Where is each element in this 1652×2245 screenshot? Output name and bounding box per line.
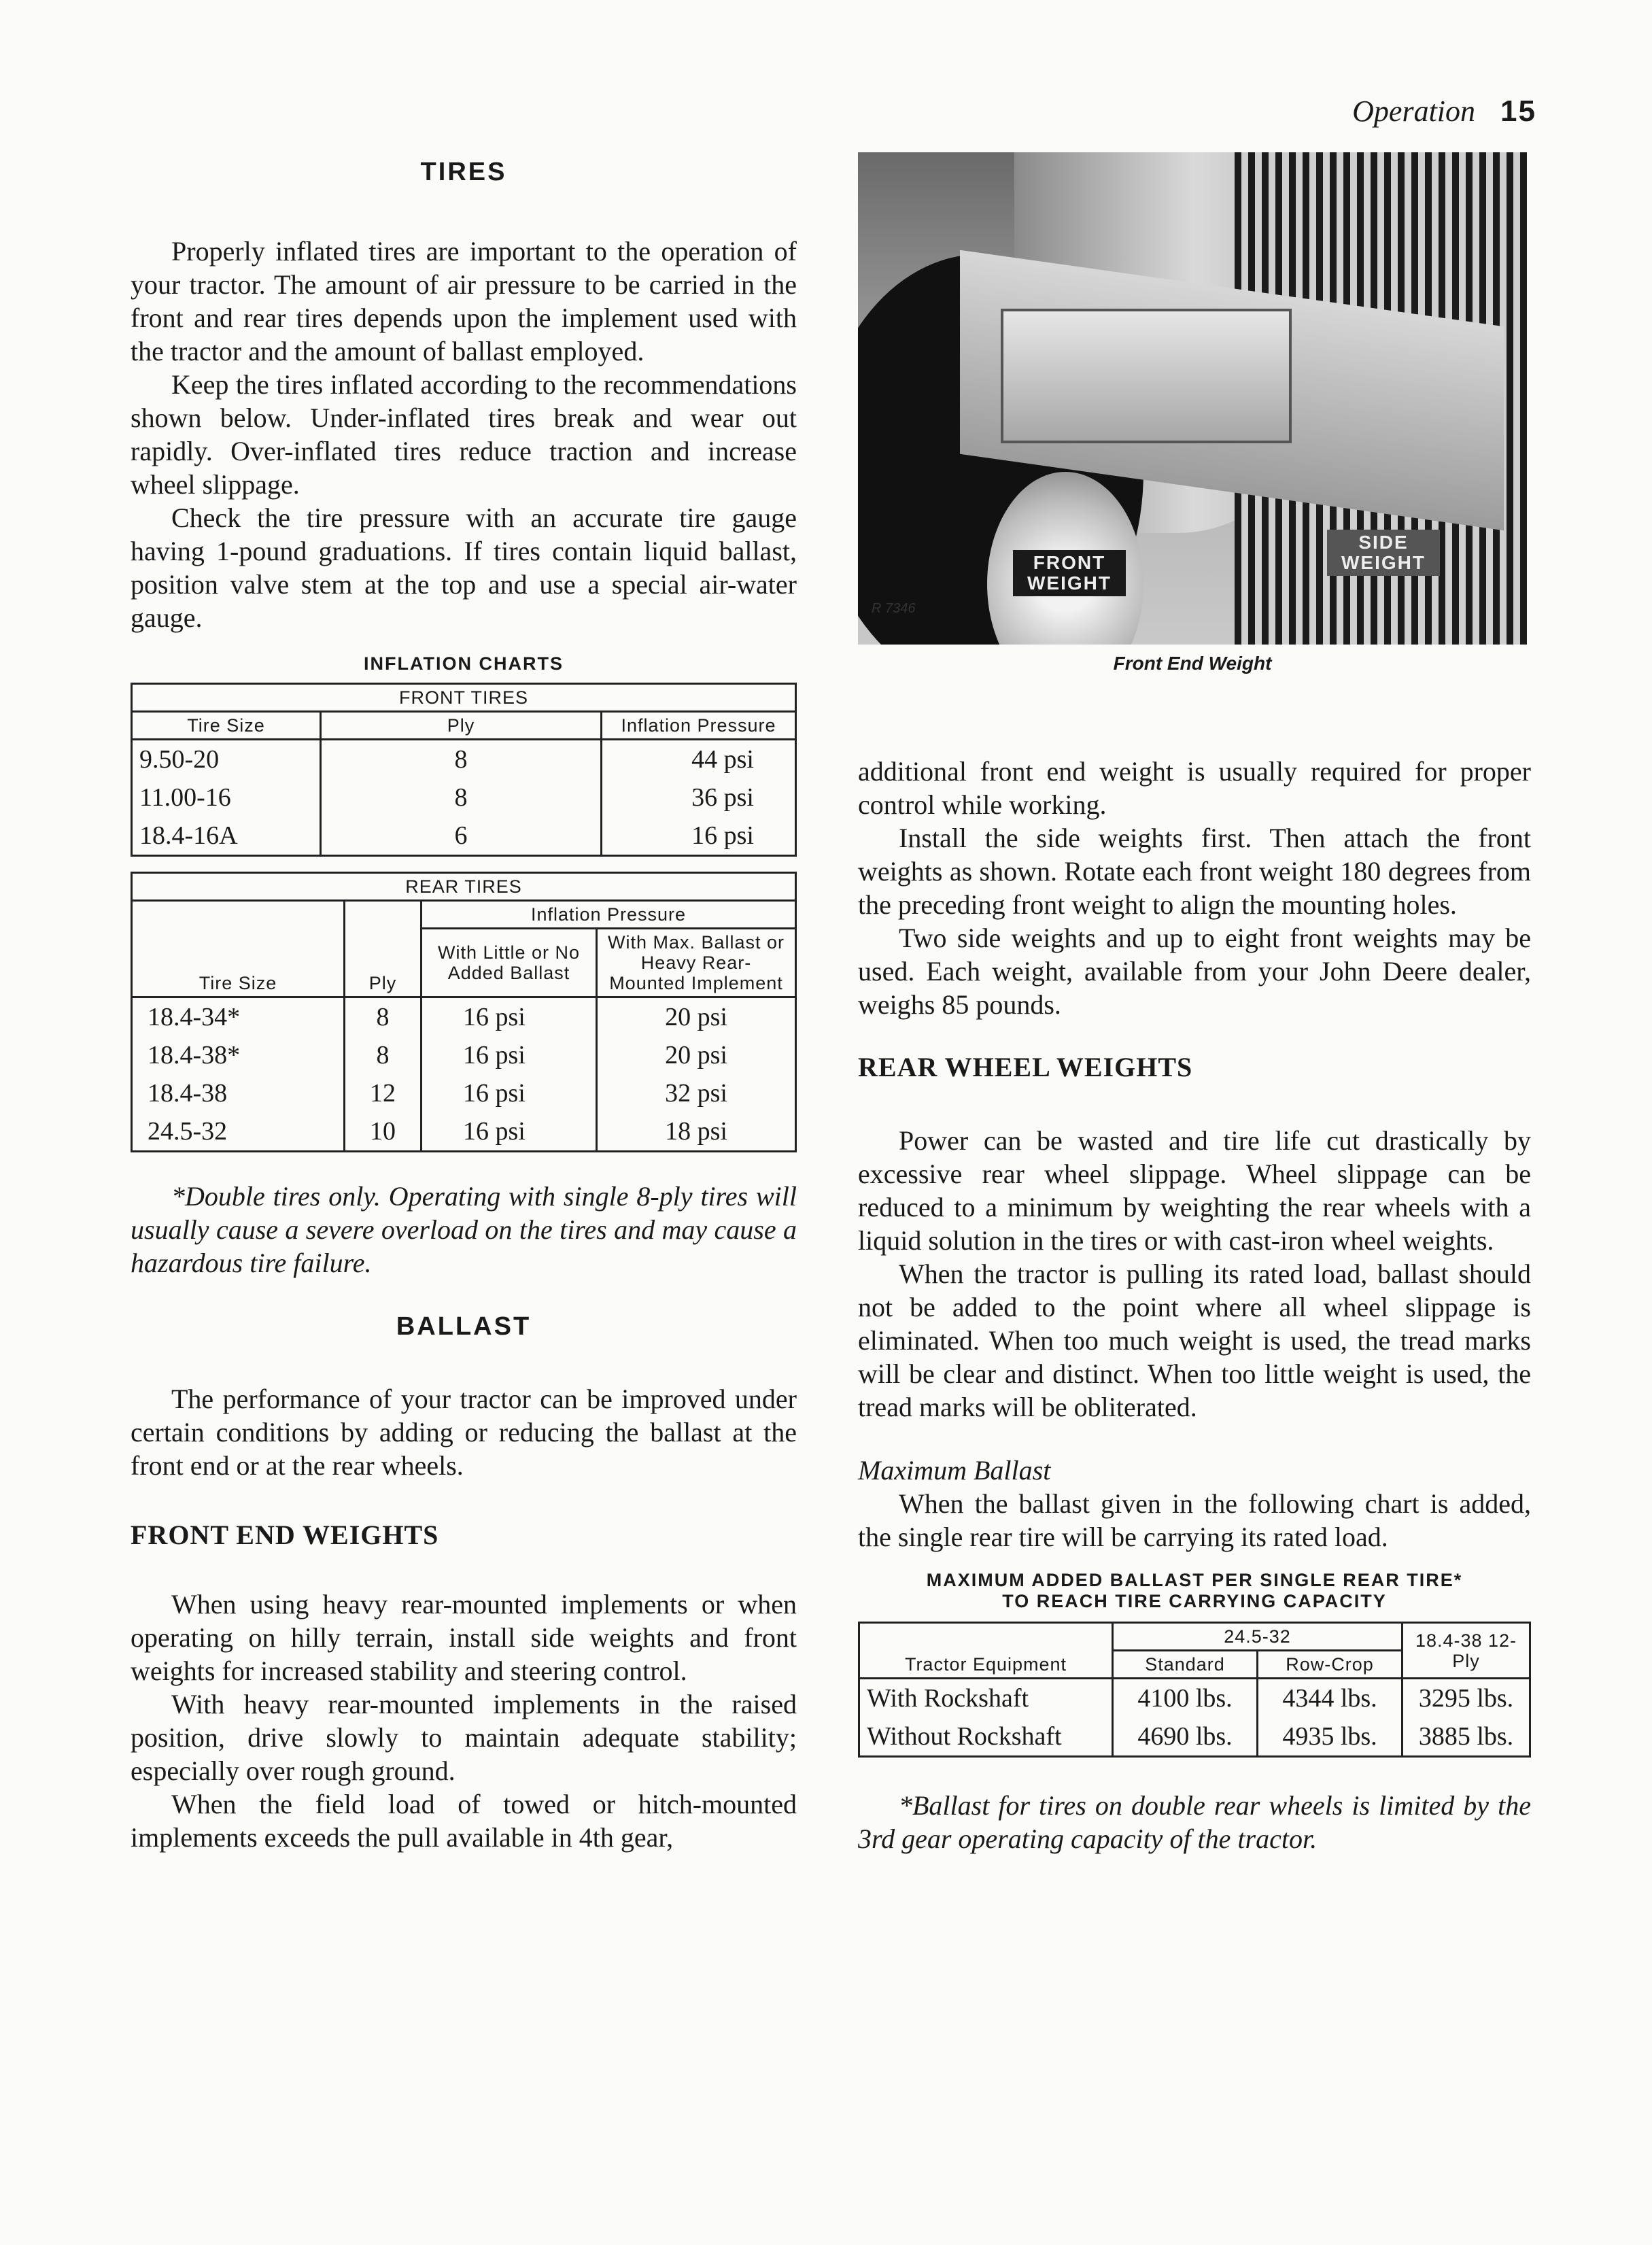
table-row [132, 740, 796, 779]
rear-size-cell: 18.4-38 [132, 1074, 345, 1112]
photo-code: R 7346 [872, 601, 916, 616]
ballast-footnote: *Ballast for tires on double rear wheels is limited by the 3rd gear operating capacity of the tractor. [858, 1790, 1531, 1854]
rear-wheel-weights-heading: REAR WHEEL WEIGHTS [858, 1052, 1193, 1082]
front-pressure-cell: 36 psi [602, 778, 796, 817]
section-title: Operation [1352, 95, 1476, 128]
page-number: 15 [1500, 95, 1536, 128]
rear-ply-cell: 12 [345, 1074, 421, 1112]
ballast-standard-cell: 4100 lbs. [1113, 1679, 1258, 1718]
front-weights-paragraph-1: When using heavy rear-mounted implements or when operating on hilly terrain, install side weights and front weights for increased stability and steering control. [131, 1589, 797, 1686]
ballast-col-equipment: Tractor Equipment [859, 1623, 1113, 1679]
inflation-charts-caption: INFLATION CHARTS [364, 653, 564, 674]
front-ply-cell: 8 [321, 740, 602, 779]
rear-tires-table [131, 872, 797, 1152]
front-ply-cell: 6 [321, 817, 602, 856]
rear-col-little: With Little or No Added Ballast [421, 929, 597, 997]
ballast-equipment-cell: Without Rockshaft [859, 1717, 1113, 1757]
rear-max-cell: 20 psi [597, 1036, 796, 1074]
rear-weights-paragraph-1: Power can be wasted and tire life cut drastically by excessive rear wheel slippage. Wheel slippage can be reduced to a minimum by weighting the rear wheels with a liquid solution in the tires or with cast-iron wheel weights. [858, 1125, 1531, 1256]
front-col-ply: Ply [321, 712, 602, 740]
right-column [858, 755, 1531, 1855]
rear-little-cell: 16 psi [421, 997, 597, 1037]
table-row [132, 1074, 796, 1112]
front-ply-cell: 8 [321, 778, 602, 817]
maximum-ballast-paragraph: When the ballast given in the following chart is added, the single rear tire will be carrying its rated load. [858, 1488, 1531, 1552]
ballast-equipment-cell: With Rockshaft [859, 1679, 1113, 1718]
table-row [132, 817, 796, 856]
rear-little-cell: 16 psi [421, 1112, 597, 1152]
ballast-heading: BALLAST [396, 1312, 532, 1341]
ballast-col-group: 24.5-32 [1113, 1623, 1403, 1651]
ballast-rowcrop-cell: 4344 lbs. [1258, 1679, 1403, 1718]
rear-weights-paragraph-2: When the tractor is pulling its rated load, ballast should not be added to the point where all wheel slippage is eliminated. When too much weight is used, the tread marks will be clear and distinct. When too little weight is used, the tread marks will be obliterated. [858, 1258, 1531, 1422]
ballast-other-cell: 3885 lbs. [1403, 1717, 1530, 1757]
rear-col-ply: Ply [345, 901, 421, 997]
max-ballast-table [858, 1622, 1531, 1758]
weight-block-shape [1001, 309, 1292, 443]
front-weight-label: FRONT WEIGHT [1013, 550, 1126, 596]
front-end-weights-heading: FRONT END WEIGHTS [131, 1520, 439, 1550]
rear-col-max: With Max. Ballast or Heavy Rear-Mounted Implement [597, 929, 796, 997]
front-size-cell: 18.4-16A [132, 817, 321, 856]
front-pressure-cell: 16 psi [602, 817, 796, 856]
front-end-weight-photo [858, 152, 1527, 645]
front-col-size: Tire Size [132, 712, 321, 740]
front-tires-table [131, 683, 797, 857]
front-weights-paragraph-2: With heavy rear-mounted implements in the raised position, drive slowly to maintain adequate stability; especially over rough ground. [131, 1689, 797, 1786]
front-size-cell: 11.00-16 [132, 778, 321, 817]
page-header [1278, 94, 1536, 128]
table-row [859, 1679, 1530, 1718]
rear-size-cell: 18.4-38* [132, 1036, 345, 1074]
table-row [859, 1717, 1530, 1757]
table-row [132, 1112, 796, 1152]
photo-caption: Front End Weight [1113, 653, 1272, 674]
rear-size-cell: 24.5-32 [132, 1112, 345, 1152]
front-size-cell: 9.50-20 [132, 740, 321, 779]
ballast-col-standard: Standard [1113, 1651, 1258, 1679]
front-col-pressure: Inflation Pressure [602, 712, 796, 740]
rear-ply-cell: 8 [345, 1036, 421, 1074]
ballast-other-cell: 3295 lbs. [1403, 1679, 1530, 1718]
ballast-paragraph: The performance of your tractor can be improved under certain conditions by adding or reducing the ballast at the front end or at the rear wheels. [131, 1384, 797, 1481]
ballast-table-caption-1: MAXIMUM ADDED BALLAST PER SINGLE REAR TIRE* [926, 1570, 1463, 1590]
side-weight-label: SIDE WEIGHT [1327, 530, 1440, 576]
rear-ply-cell: 8 [345, 997, 421, 1037]
rear-max-cell: 20 psi [597, 997, 796, 1037]
ballast-standard-cell: 4690 lbs. [1113, 1717, 1258, 1757]
table-row [132, 997, 796, 1037]
tires-paragraph-2: Keep the tires inflated according to the recommendations shown below. Under-inflated tires break and wear out rapidly. Over-inflated tires reduce traction and increase wheel slippage. [131, 369, 797, 500]
rear-ply-cell: 10 [345, 1112, 421, 1152]
tires-paragraph-3: Check the tire pressure with an accurate tire gauge having 1-pound graduations. If tires contain liquid ballast, position valve stem at the top and use a special air-water gauge. [131, 502, 797, 633]
inflation-footnote: *Double tires only. Operating with single 8-ply tires will usually cause a severe overload on the tires and may cause a hazardous tire failure. [131, 1181, 797, 1278]
ballast-rowcrop-cell: 4935 lbs. [1258, 1717, 1403, 1757]
tires-heading: TIRES [420, 158, 507, 186]
ballast-col-18438: 18.4-38 12-Ply [1403, 1623, 1530, 1679]
rear-max-cell: 32 psi [597, 1074, 796, 1112]
left-column [131, 158, 797, 1854]
rear-size-cell: 18.4-34* [132, 997, 345, 1037]
tires-paragraph-1: Properly inflated tires are important to the operation of your tractor. The amount of air pressure to be carried in the front and rear tires depends upon the implement used with the tractor and the amount of ballast employed. [131, 236, 797, 366]
rear-little-cell: 16 psi [421, 1074, 597, 1112]
front-weights-continuation: additional front end weight is usually required for proper control while working. [858, 756, 1531, 820]
rear-col-pressure: Inflation Pressure [421, 901, 796, 929]
front-weights-paragraph-5: Two side weights and up to eight front weights may be used. Each weight, available from your John Deere dealer, weighs 85 pounds. [858, 923, 1531, 1020]
table-row [132, 778, 796, 817]
table-row [132, 1036, 796, 1074]
rear-little-cell: 16 psi [421, 1036, 597, 1074]
front-weights-paragraph-3: When the field load of towed or hitch-mounted implements exceeds the pull available in 4th gear, [131, 1789, 797, 1853]
front-tires-title: FRONT TIRES [132, 684, 796, 712]
rear-max-cell: 18 psi [597, 1112, 796, 1152]
ballast-col-rowcrop: Row-Crop [1258, 1651, 1403, 1679]
front-weights-paragraph-4: Install the side weights first. Then attach the front weights as shown. Rotate each front weight 180 degrees from the preceding front weight to align the mounting holes. [858, 823, 1531, 920]
ballast-table-caption-2: TO REACH TIRE CARRYING CAPACITY [1002, 1591, 1387, 1611]
rear-col-size: Tire Size [132, 901, 345, 997]
rear-tires-title: REAR TIRES [132, 873, 796, 901]
maximum-ballast-subheading: Maximum Ballast [858, 1455, 1051, 1486]
front-pressure-cell: 44 psi [602, 740, 796, 779]
